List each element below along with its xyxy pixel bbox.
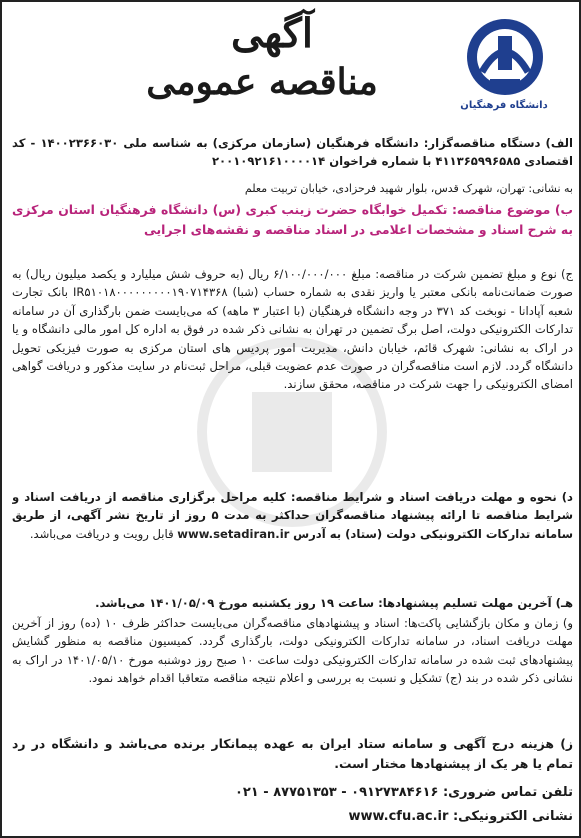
section-dal-end: قابل رویت و دریافت می‌باشد. — [29, 526, 174, 541]
section-he: هـ) آخرین مهلت تسلیم پیشنهادها: ساعت ۱۹ روز یکشنبه مورخ ۱۴۰۱/۰۵/۰۹ می‌باشد. — [95, 596, 573, 610]
section-dal — [12, 488, 573, 543]
notice-subtitle: مناقصه عمومی — [146, 61, 378, 103]
section-jim: ج) نوع و مبلغ تضمین شرکت در مناقصه: مبلغ ۶/۱۰۰/۰۰۰/۰۰۰ ریال (به حروف شش میلیارد و یکصد میلیون ریال) به صورت ضمانت‌نامه بانکی معتبر یا واریز نقدی به شماره حساب (شبا) IR۵۱۰۱۸۰۰۰۰۰۰۰۰۰۱۹۰۷۱۴۳۶۸ بانک تجارت شعبه آپادانا - نوبخت کد ۳۷۱ در وجه دانشگاه فرهنگیان (با اعتبار ۳ ماهه) که می‌بایست ضمن بارگذاری آن در سامانه تدارکات الکترونیکی دولت، اصل برگ تضمین در تهران به نشانی ذکر شده در فوق به اداره کل امور مالی دانشگاه و یا در اراک به نشانی: شهرک قائم، خیابان دانش، مدیریت امور پردیس های استان مرکزی به صورت فیزیکی تحویل دانشگاه گردد. لازم است مناقصه‌گران در صورت عدم عضویت قبلی، مراحل ثبت‌نام در سایت مذکور و دریافت گواهی امضای الکترونیکی را جهت شرکت در مناقصه، محقق سازند. — [12, 267, 573, 392]
contact-website[interactable]: نشانی الکترونیکی: www.cfu.ac.ir — [348, 809, 573, 824]
notice-title: آگهی — [231, 10, 313, 57]
section-vav: و) زمان و مکان بازگشایی پاکت‌ها: اسناد و پیشنهادهای مناقصه‌گران می‌بایست حداکثر ظرف ۱۰ (ده) روز از آخرین مهلت دریافت اسناد، در سامانه تدارکات الکترونیکی دولت، بارگذاری گردد. کمیسیون مناقصه به منظور گشایش پیشنهادهای ثبت شده در سامانه تدارکات الکترونیکی دولت ساعت ۱۰ صبح روز دوشنبه مورخ ۱۴۰۱/۰۵/۱۰ در اراک به نشانی ذکر شده در بند (ج) تشکیل و نسبت به بررسی و اعلام نتیجه مناقصه متعاقبا اقدام خواهد نمود. — [12, 616, 573, 686]
logo-caption: دانشگاه فرهنگیان — [460, 100, 548, 111]
section-be: ب) موضوع مناقصه: تکمیل خوابگاه حضرت زینب کبری (س) دانشگاه فرهنگیان استان مرکزی به شرح اسناد و مشخصات اعلامی در اسناد مناقصه و نقشه‌های اجرایی — [12, 202, 573, 237]
setad-website-link[interactable]: www.setadiran.ir — [177, 526, 290, 541]
section-address: به نشانی: تهران، شهرک قدس، بلوار شهید فرحزادی، خیابان تربیت معلم — [244, 182, 573, 195]
contact-phone: تلفن تماس ضروری: ۰۹۱۲۷۳۸۴۶۱۶ - ۸۷۷۵۱۳۵۳ - ۰۲۱ — [234, 785, 573, 800]
section-dal-text: د) نحوه و مهلت دریافت اسناد و شرایط مناقصه: کلیه مراحل برگزاری مناقصه از دریافت اسناد و شرایط مناقصه تا ارائه پیشنهاد مناقصه‌گران حداکثر به مدت ۵ روز از تاریخ نشر آگهی، از طریق سامانه تدارکات الکترونیکی دولت (ستاد) به آدرس — [12, 490, 573, 541]
section-ze: ز) هزینه درج آگهی و سامانه ستاد ایران به عهده پیمانکار برنده می‌باشد و دانشگاه در رد تمام یا هر یک از پیشنهادها مختار است. — [12, 736, 573, 771]
section-alef: الف) دستگاه مناقصه‌گزار: دانشگاه فرهنگیان (سازمان مرکزی) به شناسه ملی ۱۴۰۰۲۳۶۶۰۳۰ - کد اقتصادی ۴۱۱۳۶۵۹۹۶۵۸۵ با شماره فراخوان ۲۰۰۱۰۹۲۱۶۱۰۰۰۰۱۴ — [12, 136, 573, 169]
